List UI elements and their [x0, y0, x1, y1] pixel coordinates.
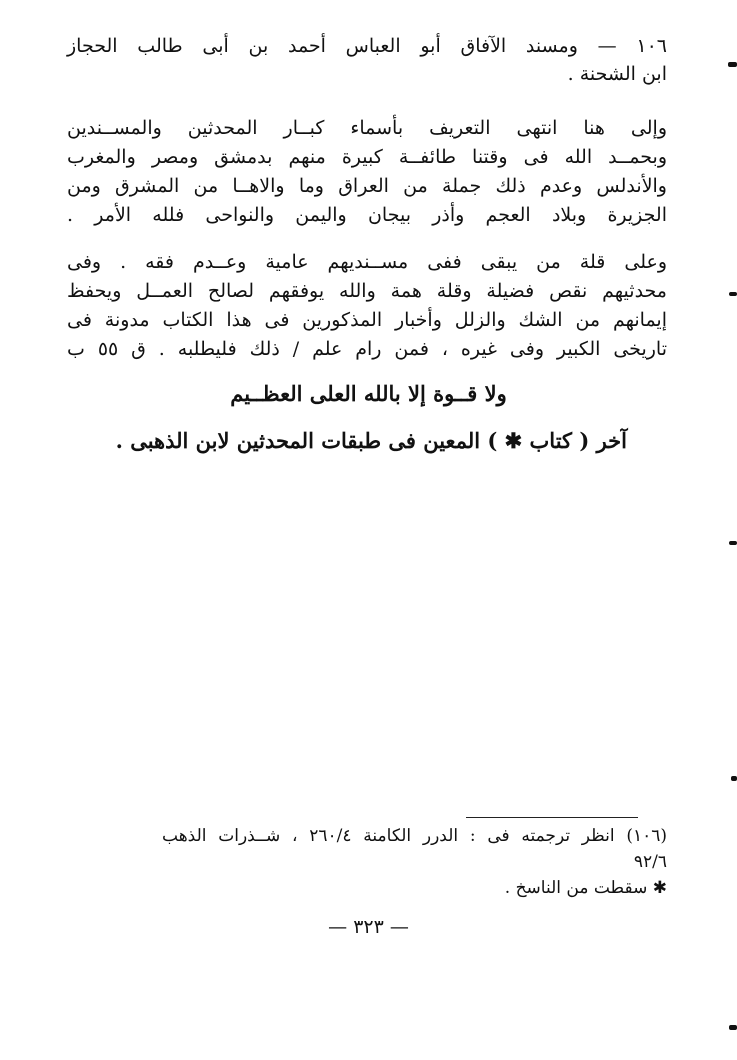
footnote-separator	[466, 817, 638, 818]
margin-mark	[728, 62, 737, 67]
paragraph-2-line-4: تاريخى الكبير وفى غيره ، فمن رام علم / ذلك فليطلبه . ق ٥٥ ب	[67, 338, 667, 360]
paragraph-2-line-3: إيمانهم من الشك والزلل وأخبار المذكورين فى هذا الكتاب مدونة فى	[67, 309, 667, 331]
paragraph-2-line-2: محدثيهم نقص فضيلة وقلة همة والله يوفقهم لصالح العمــل ويحفظ	[67, 280, 667, 302]
entry-106-line-2: ابن الشحنة .	[567, 63, 667, 85]
colophon: آخر ( كتاب ✱ ) المعين فى طبقات المحدثين لابن الذهبى .	[115, 428, 627, 453]
page-number: — ٣٢٣ —	[328, 916, 409, 938]
paragraph-1-line-2: وبحمــد الله فى وقتنا طائفــة كبيرة منهم بدمشق ومصر والمغرب	[67, 146, 667, 168]
entry-106-line-1: ١٠٦ — ومسند الآفاق أبو العباس أحمد بن أبى طالب الحجاز	[67, 35, 667, 57]
paragraph-2-line-1: وعلى قلة من يبقى ففى مســنديهم عامية وعــدم فقه . وفى	[67, 251, 667, 273]
margin-mark	[729, 541, 737, 545]
footnote-1-line-1: (١٠٦) انظر ترجمته فى : الدرر الكامنة ٢٦٠/٤ ، شــذرات الذهب	[162, 826, 667, 846]
footnote-asterisk: ✱ سقطت من الناسخ .	[504, 878, 667, 898]
margin-mark	[729, 1025, 737, 1030]
paragraph-1-line-1: وإلى هنا انتهى التعريف بأسماء كبــار المحدثين والمســندين	[67, 117, 667, 139]
margin-mark	[731, 776, 737, 781]
paragraph-1-line-4: الجزيرة وبلاد العجم وأذر بيجان واليمن والنواحى فلله الأمر .	[67, 204, 667, 226]
footnote-1-line-2: ٩٢/٦	[633, 852, 667, 872]
paragraph-1-line-3: والأندلس وعدم ذلك جملة من العراق وما والاهــا من المشرق ومن	[67, 175, 667, 197]
margin-mark	[729, 292, 737, 296]
closing-invocation: ولا قــوة إلا بالله العلى العظــيم	[230, 381, 507, 406]
